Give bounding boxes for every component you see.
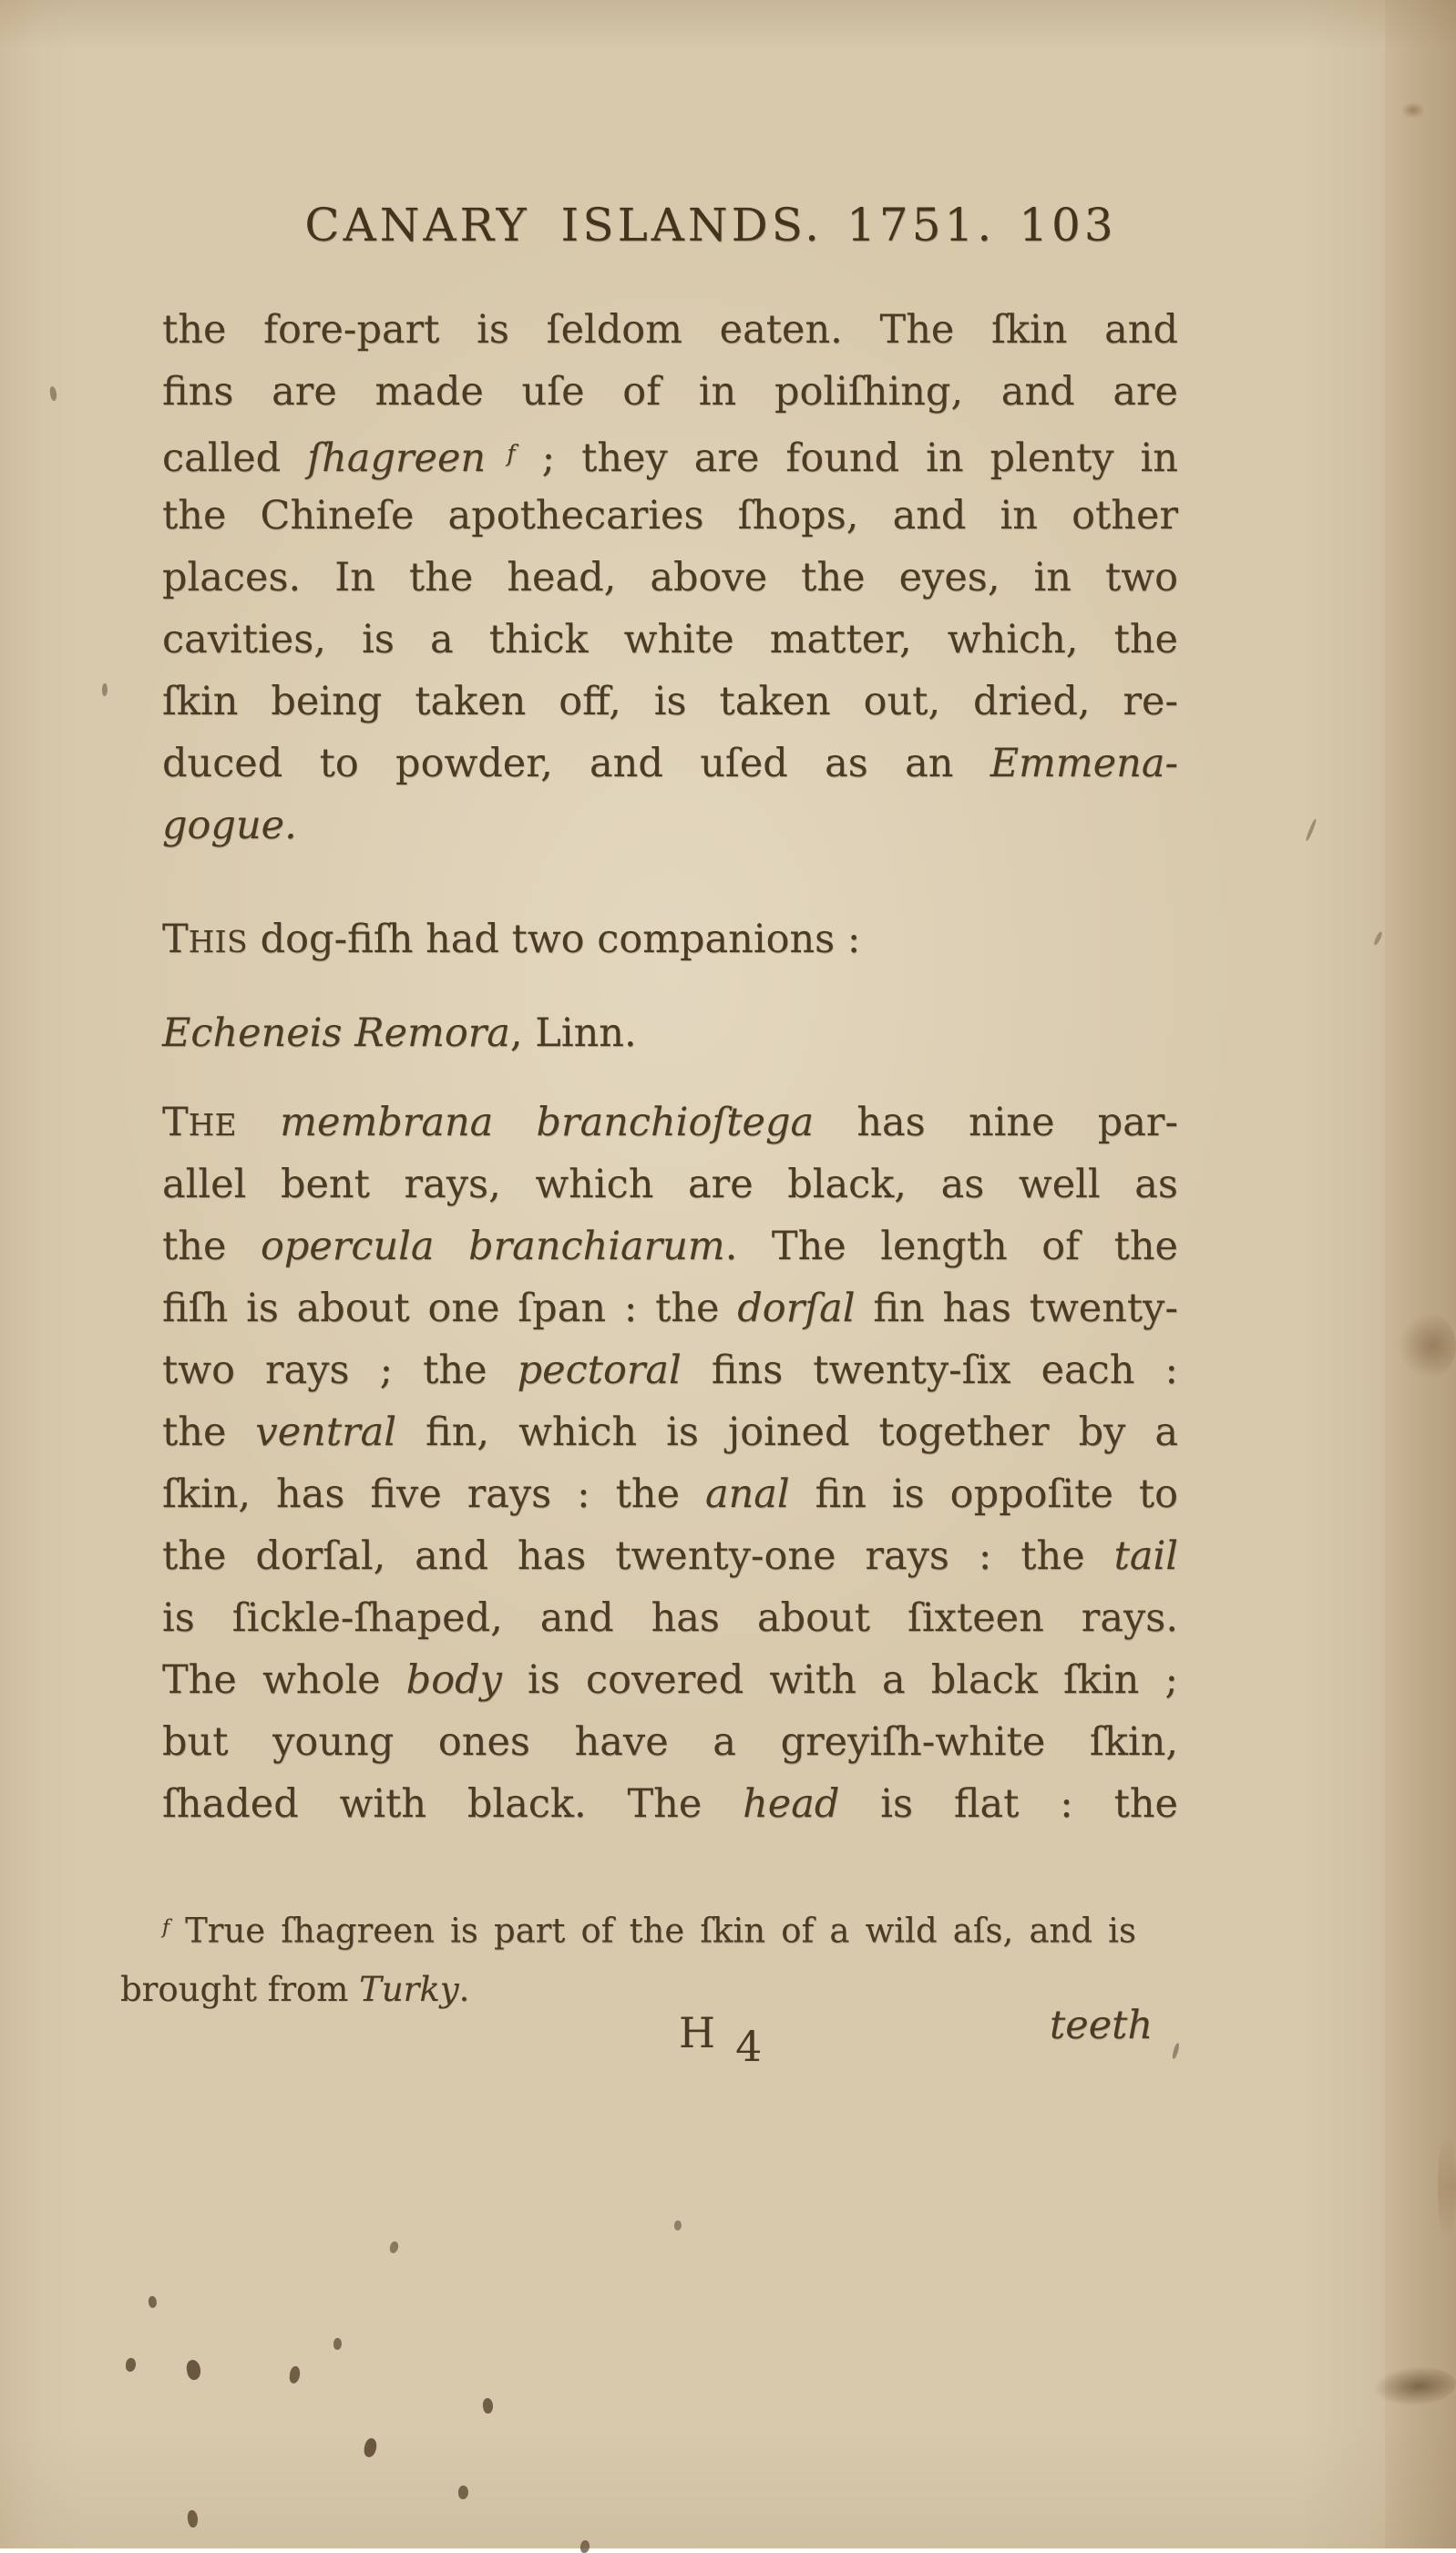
ink-spot: [1172, 2043, 1180, 2060]
footnote: [120, 1897, 1136, 2021]
running-head-year: 1751.: [846, 199, 996, 251]
ink-spot: [185, 2359, 202, 2382]
text-line: the Chineſe apothecaries ſhops, and in other: [162, 493, 1178, 538]
text-line: brought from Turky.: [120, 1970, 470, 2009]
text-line: is ſickle-ſhaped, and has about ſixteen rays.: [162, 1595, 1178, 1641]
paragraph-description: [162, 1092, 1178, 1835]
running-head-page-number: 103: [1019, 199, 1117, 251]
text-line: the opercula branchiarum. The length of the: [162, 1224, 1178, 1269]
ink-spot: [482, 2397, 494, 2414]
ink-spot: [674, 2220, 682, 2230]
paper-stain: [1373, 2364, 1456, 2408]
text-line: THIS dog-fiſh had two companions :: [162, 917, 861, 962]
paragraph-intro: [162, 299, 1178, 856]
ink-spot: [579, 2540, 590, 2553]
running-head-title: CANARY ISLANDS.: [304, 199, 824, 251]
text-line: cavities, is a thick white matter, which, the: [162, 617, 1178, 662]
ink-spot: [148, 2295, 158, 2308]
signature-mark: [679, 2008, 764, 2071]
running-head: [27, 199, 1394, 251]
text-line: gogue.: [162, 803, 297, 848]
ink-spot: [1373, 931, 1383, 947]
text-line: ſhaded with black. The head is flat : the: [162, 1781, 1178, 1827]
ink-spot: [333, 2338, 342, 2350]
ink-spot: [49, 386, 58, 402]
paper-stain: [1401, 102, 1425, 118]
text-line: fins are made uſe of in poliſhing, and are: [162, 369, 1178, 415]
ink-spot: [125, 2358, 136, 2373]
ink-spot: [1305, 818, 1317, 842]
page-fore-edge: [1385, 0, 1456, 2548]
catchword: teeth: [1050, 2003, 1154, 2048]
text-line: places. In the head, above the eyes, in two: [162, 555, 1178, 600]
paragraph-companions: [162, 908, 1178, 970]
text-line: $^f$ True ſhagreen is part of the ſkin of a wild aſs, and is: [162, 1911, 1136, 1951]
text-line: ſkin being taken off, is taken out, dried, re-: [162, 679, 1178, 724]
ink-spot: [389, 2240, 400, 2254]
text-line: two rays ; the pectoral fins twenty-ſix each :: [162, 1348, 1178, 1393]
text-line: THE membrana branchioſtega has nine par-: [162, 1100, 1178, 1145]
paper-stain: [1398, 1312, 1456, 1379]
species-heading: [162, 1002, 1178, 1064]
paper-stain: [1438, 2132, 1456, 2241]
signature-letter: H: [679, 2008, 718, 2057]
text-line: the dorſal, and has twenty-one rays : the tail: [162, 1533, 1178, 1579]
ink-spot: [289, 2365, 302, 2384]
text-line: the ventral fin, which is joined together by a: [162, 1410, 1178, 1455]
text-line: ſkin, has five rays : the anal fin is oppoſite to: [162, 1471, 1179, 1517]
text-line: The whole body is covered with a black ſkin ;: [162, 1657, 1178, 1703]
ink-spot: [363, 2437, 377, 2458]
text-line: allel bent rays, which are black, as well as: [162, 1162, 1178, 1207]
text-line: Echeneis Remora, Linn.: [162, 1010, 637, 1056]
text-line: called ſhagreen $^f$ ; they are found in plenty in: [162, 436, 1178, 482]
text-line: duced to powder, and uſed as an Emmena-: [162, 741, 1178, 786]
ink-spot: [102, 683, 108, 696]
ink-spot: [458, 2486, 468, 2499]
text-line: but young ones have a greyiſh-white ſkin,: [162, 1719, 1178, 1765]
text-line: the fore-part is ſeldom eaten. The ſkin and: [162, 307, 1178, 353]
text-line: fiſh is about one ſpan : the dorſal fin has twenty-: [162, 1286, 1178, 1331]
signature-number: 4: [735, 2022, 764, 2071]
ink-spot: [187, 2509, 200, 2527]
